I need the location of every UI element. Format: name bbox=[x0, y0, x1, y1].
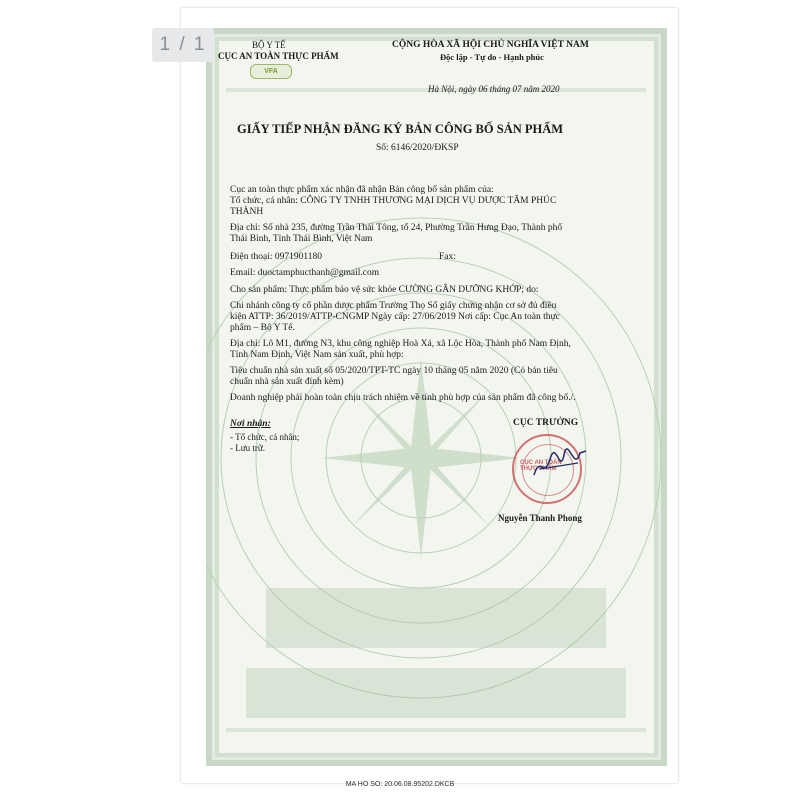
body-line: Tỉnh Nam Định, Việt Nam sản xuất, phù hợp: bbox=[230, 350, 404, 360]
body-line: kiện ATTP: 36/2019/ATTP-CNGMP Ngày cấp: 27/06/2019 Nơi cấp: Cục An toàn thực bbox=[230, 312, 560, 322]
page-indicator: 1 / 1 bbox=[152, 28, 214, 62]
agency-logo: VFA bbox=[250, 64, 292, 79]
country-title: CỘNG HÒA XÃ HỘI CHỦ NGHĨA VIỆT NAM bbox=[392, 40, 589, 50]
body-line: Thái Bình, Tỉnh Thái Bình, Việt Nam bbox=[230, 234, 373, 244]
recipient-item: - Tổ chức, cá nhân; bbox=[230, 432, 300, 442]
recipients-label: Nơi nhận: bbox=[230, 419, 271, 429]
record-code: MA HO SO: 20.06.08.95202.DKCB bbox=[345, 781, 455, 788]
official-stamp: CỤC AN TOÀN THỰC PHẨM bbox=[512, 434, 582, 504]
body-line: THÀNH bbox=[230, 207, 264, 217]
body-line: Cục an toàn thực phẩm xác nhận đã nhận Bản công bố sản phẩm của: bbox=[230, 185, 494, 195]
fax-label: Fax: bbox=[439, 252, 456, 262]
body-line: chuẩn nhà sản xuất đính kèm) bbox=[230, 377, 344, 387]
body-line: Email: duoctamphucthanh@gmail.com bbox=[230, 268, 380, 278]
document-title: GIẤY TIẾP NHẬN ĐĂNG KÝ BẢN CÔNG BỐ SẢN PHẨM bbox=[237, 122, 564, 136]
body-line: Tiêu chuẩn nhà sản xuất số 05/2020/TPT-TC ngày 10 tháng 05 năm 2020 (Có bản tiêu bbox=[230, 366, 558, 376]
place-date: Hà Nội, ngày 06 tháng 07 năm 2020 bbox=[428, 84, 560, 94]
signer-role: CỤC TRƯỞNG bbox=[513, 418, 579, 428]
document-number: Số: 6146/2020/ĐKSP bbox=[376, 143, 459, 153]
motto: Độc lập - Tự do - Hạnh phúc bbox=[440, 52, 544, 62]
body-line: Cho sản phẩm: Thực phẩm bảo vệ sức khỏe CƯỜNG GÂN DƯỠNG KHỚP; do: bbox=[230, 285, 539, 295]
agency-label: CỤC AN TOÀN THỰC PHẨM bbox=[218, 51, 339, 61]
signer-name: Nguyễn Thanh Phong bbox=[498, 513, 582, 523]
recipient-item: - Lưu trữ. bbox=[230, 443, 265, 453]
handwritten-signature bbox=[530, 445, 590, 485]
body-line: Chi nhánh công ty cổ phần dược phẩm Trường Thọ Số giấy chứng nhận cơ sở đủ điều bbox=[230, 301, 557, 311]
body-line: Địa chỉ: Số nhà 235, đường Trần Thái Tông, tổ 24, Phường Trần Hưng Đạo, Thành phố bbox=[230, 223, 563, 233]
body-line: phẩm – Bộ Y Tế. bbox=[230, 323, 295, 333]
body-line: Doanh nghiệp phải hoàn toàn chịu trách nhiệm về tính phù hợp của sản phẩm đã công bố./. bbox=[230, 393, 576, 403]
ministry-label: BỘ Y TẾ bbox=[252, 40, 286, 50]
body-line: Tổ chức, cá nhân: CÔNG TY TNHH THƯƠNG MẠI DỊCH VỤ DƯỢC TÂM PHÚC bbox=[230, 196, 557, 206]
body-line: Điện thoại: 0971901180 bbox=[230, 252, 322, 262]
body-line: Địa chỉ: Lô M1, đường N3, khu công nghiệp Hoà Xá, xã Lộc Hòa, Thành phố Nam Định, bbox=[230, 339, 571, 349]
